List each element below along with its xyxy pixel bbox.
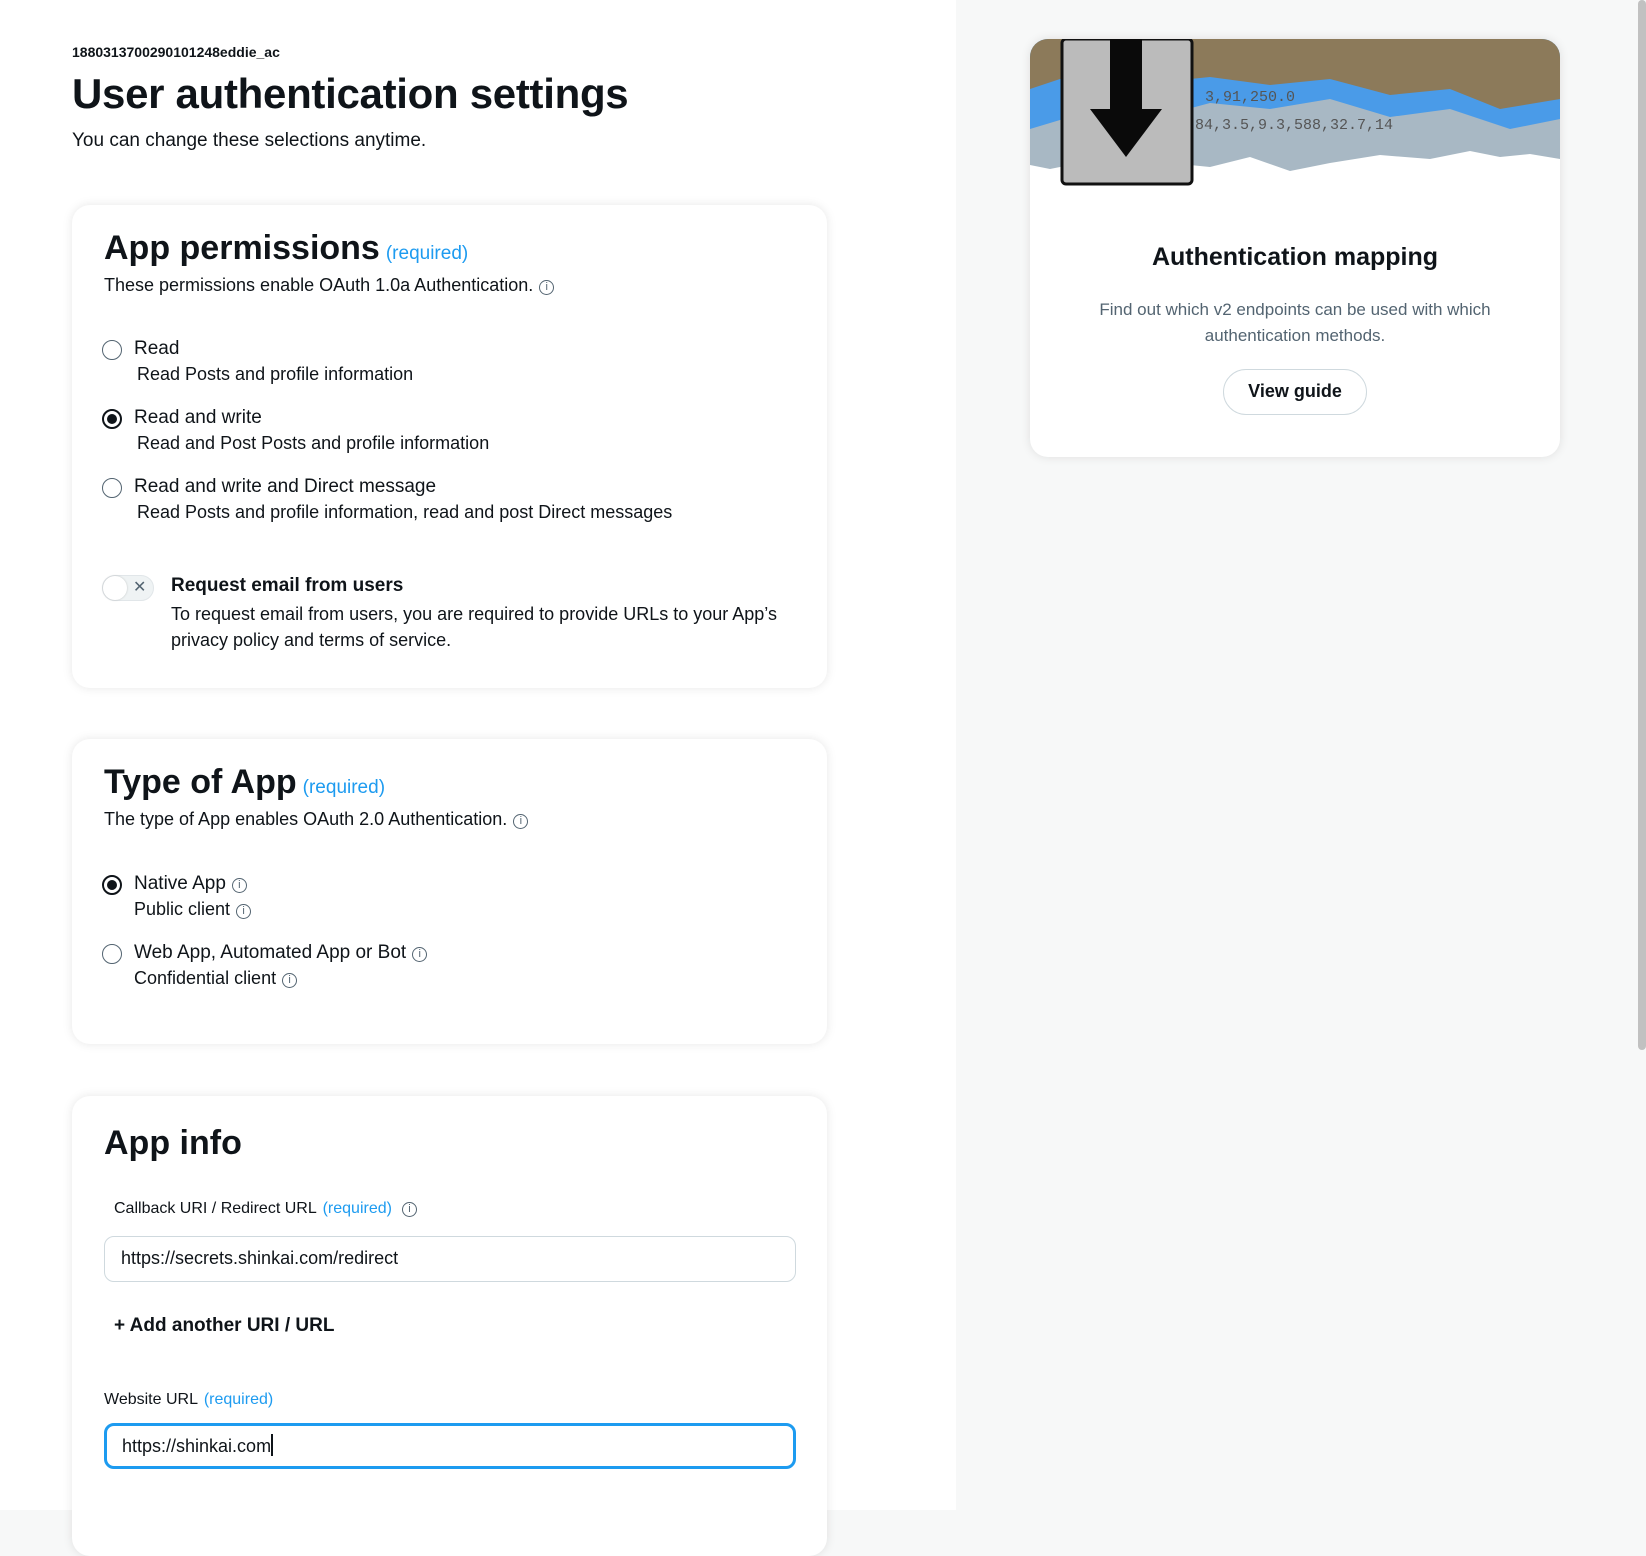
view-guide-button[interactable]: View guide bbox=[1223, 369, 1367, 415]
section-description: These permissions enable OAuth 1.0a Authentication. i bbox=[104, 275, 554, 296]
text-caret bbox=[271, 1434, 273, 1456]
radio-button-selected[interactable] bbox=[102, 875, 122, 895]
info-icon[interactable]: i bbox=[282, 973, 297, 988]
callback-label: Callback URI / Redirect URL (required) i bbox=[114, 1200, 417, 1218]
app-id: 1880313700290101248eddie_ac bbox=[72, 44, 280, 60]
radio-button[interactable] bbox=[102, 340, 122, 360]
info-icon[interactable]: i bbox=[232, 878, 247, 893]
radio-button-selected[interactable] bbox=[102, 409, 122, 429]
banner-illustration bbox=[1030, 39, 1560, 209]
authentication-mapping-card bbox=[1030, 39, 1560, 457]
app-permissions-card: App permissions (required) These permissions enable OAuth 1.0a Authentication. i Read Read Posts and profile information Read and write Read and Post Posts and profile information Read and write and Direct message Read Posts and profile information, read and post Direct messages ✕ Request email from users To request email from users, you are required to provide URLs to your App’s privacy policy and terms of service. bbox=[72, 205, 827, 688]
required-label: (required) bbox=[302, 777, 386, 798]
svg-text:84,3.5,9.3,588,32.7,14: 84,3.5,9.3,588,32.7,14 bbox=[1195, 117, 1394, 134]
close-icon: ✕ bbox=[133, 579, 147, 596]
section-title: App info bbox=[104, 1124, 242, 1162]
add-uri-button[interactable]: + Add another URI / URL bbox=[114, 1315, 335, 1336]
card-description: Find out which v2 endpoints can be used with which authentication methods. bbox=[1099, 300, 1491, 345]
section-description: The type of App enables OAuth 2.0 Authentication. i bbox=[104, 809, 528, 830]
radio-button[interactable] bbox=[102, 478, 122, 498]
website-url-label: Website URL (required) bbox=[104, 1391, 274, 1408]
callback-url-input[interactable]: https://secrets.shinkai.com/redirect bbox=[104, 1236, 796, 1282]
svg-text:3,91,250.0: 3,91,250.0 bbox=[1205, 89, 1296, 106]
info-icon[interactable]: i bbox=[412, 947, 427, 962]
section-title: Type of App (required) bbox=[104, 763, 386, 801]
page-title: User authentication settings bbox=[72, 70, 629, 117]
info-icon[interactable]: i bbox=[513, 814, 528, 829]
info-icon[interactable]: i bbox=[236, 904, 251, 919]
section-title: App permissions (required) bbox=[104, 229, 469, 267]
toggle-knob bbox=[103, 576, 127, 600]
card-title: Authentication mapping bbox=[1151, 243, 1439, 271]
required-label: (required) bbox=[385, 243, 469, 264]
website-url-input[interactable]: https://shinkai.com bbox=[104, 1423, 796, 1469]
toggle-description: To request email from users, you are required to provide URLs to your App’s privacy policy and terms of service. bbox=[171, 604, 777, 650]
info-icon[interactable]: i bbox=[539, 280, 554, 295]
scrollbar[interactable] bbox=[1638, 0, 1646, 1050]
type-of-app-card: Type of App (required) The type of App enables OAuth 2.0 Authentication. i Native App i Public client i Web App, Automated App or Bot i Confidential client i bbox=[72, 739, 827, 1044]
app-info-card bbox=[72, 1096, 827, 1556]
info-icon[interactable]: i bbox=[402, 1202, 417, 1217]
radio-button[interactable] bbox=[102, 944, 122, 964]
page-subtitle: You can change these selections anytime. bbox=[72, 130, 427, 151]
toggle-label: Request email from users bbox=[171, 575, 404, 596]
request-email-toggle[interactable] bbox=[102, 575, 154, 601]
